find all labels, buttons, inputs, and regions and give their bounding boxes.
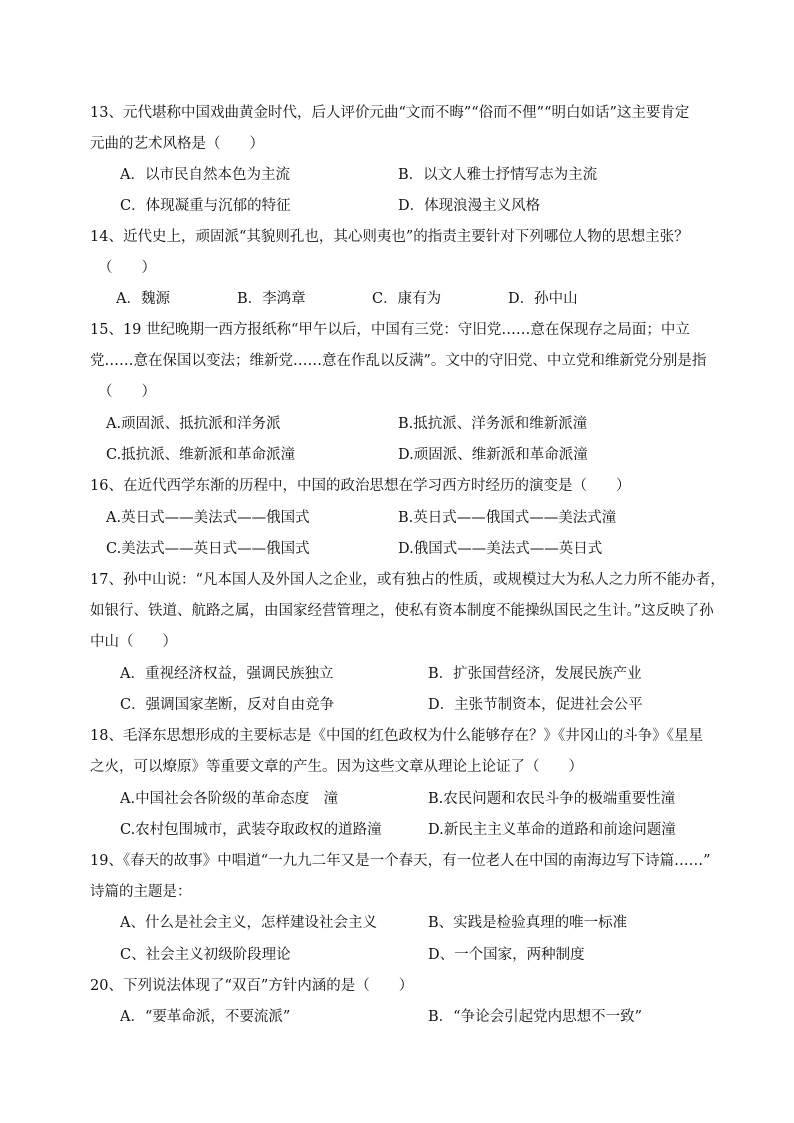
question-15-line-3: （ ） bbox=[98, 384, 156, 400]
question-13-option-b: B．以文人雅士抒情写志为主流 bbox=[398, 167, 598, 183]
question-20-option-b: B．“争论会引起党内思想不一致” bbox=[428, 1009, 642, 1025]
question-20-option-a: A．“要革命派，不要流派” bbox=[120, 1009, 291, 1025]
question-14-option-a: A．魏源 bbox=[116, 291, 170, 307]
question-13-option-d: D．体现浪漫主义风格 bbox=[398, 198, 541, 214]
question-13-line-1: 13、元代堪称中国戏曲黄金时代，后人评价元曲“文而不晦”“俗而不俚”“明白如话”这主要肯定 bbox=[90, 105, 690, 121]
question-16-option-b: B.英日式——俄国式——美法式潼 bbox=[398, 510, 617, 526]
question-18-option-c: C.农村包围城市，武装夺取政权的道路潼 bbox=[120, 822, 382, 838]
question-19-option-a: A、什么是社会主义，怎样建设社会主义 bbox=[120, 915, 377, 931]
question-16-option-c: C.美法式——英日式——俄国式 bbox=[106, 541, 310, 557]
question-14-option-d: D．孙中山 bbox=[508, 291, 578, 307]
question-20-line-1: 20、下列说法体现了“双百”方针内涵的是（ ） bbox=[90, 978, 414, 994]
question-13-option-c: C．体现凝重与沉郁的特征 bbox=[120, 198, 291, 214]
question-18-option-a: A.中国社会各阶级的革命态度 潼 bbox=[120, 791, 339, 807]
question-16-option-a: A.英日式——美法式——俄国式 bbox=[106, 510, 310, 526]
question-15-line-2: 党……意在保国以变法；维新党……意在作乱以反满”。文中的守旧党、中立党和维新党分别是指 bbox=[90, 353, 707, 369]
question-17-line-1: 17、孙中山说：“凡本国人及外国人之企业，或有独占的性质，或规模过大为私人之力所不能办者， bbox=[90, 572, 725, 588]
question-16-line-1: 16、在近代西学东渐的历程中，中国的政治思想在学习西方时经历的演变是（ ） bbox=[90, 478, 631, 494]
question-19-option-c: C、社会主义初级阶段理论 bbox=[120, 947, 291, 963]
question-16-option-d: D.俄国式——美法式——英日式 bbox=[398, 541, 603, 557]
question-15-option-a: A.顽固派、抵抗派和洋务派 bbox=[106, 416, 281, 432]
question-15-line-1: 15、19 世纪晚期一西方报纸称“甲午以后，中国有三党：守旧党……意在保现存之局面；中立 bbox=[90, 322, 690, 338]
question-17-option-d: D．主张节制资本，促进社会公平 bbox=[428, 697, 643, 713]
question-17-option-c: C．强调国家垄断，反对自由竞争 bbox=[120, 697, 335, 713]
question-13-option-a: A．以市民自然本色为主流 bbox=[120, 167, 290, 183]
question-17-option-b: B．扩张国营经济，发展民族产业 bbox=[428, 666, 642, 682]
question-17-line-3: 中山（ ） bbox=[90, 634, 177, 650]
question-14-option-c: C．康有为 bbox=[372, 291, 442, 307]
question-14-line-1: 14、近代史上，顽固派“其貌则孔也，其心则夷也”的指责主要针对下列哪位人物的思想主张？ bbox=[90, 229, 689, 245]
question-14-option-b: B．李鸿章 bbox=[237, 291, 306, 307]
question-19-option-d: D、一个国家，两种制度 bbox=[428, 947, 585, 963]
question-15-option-c: C.抵抗派、维新派和革命派潼 bbox=[106, 447, 296, 463]
question-17-option-a: A．重视经济权益，强调民族独立 bbox=[120, 666, 334, 682]
question-14-line-2: （ ） bbox=[98, 260, 156, 276]
question-19-line-1: 19、《春天的故事》中唱道“一九九二年又是一个春天，有一位老人在中国的南海边写下诗篇……” bbox=[90, 853, 711, 869]
question-18-option-d: D.新民主主义革命的道路和前途问题潼 bbox=[428, 822, 676, 838]
question-18-line-2: 之火，可以燎原》等重要文章的产生。因为这些文章从理论上论证了（ ） bbox=[90, 759, 583, 775]
question-19-line-2: 诗篇的主题是： bbox=[90, 884, 192, 900]
question-15-option-b: B.抵抗派、洋务派和维新派潼 bbox=[398, 416, 588, 432]
question-18-option-b: B.农民问题和农民斗争的极端重要性潼 bbox=[428, 791, 676, 807]
question-13-line-2: 元曲的艺术风格是（ ） bbox=[90, 136, 264, 152]
question-15-option-d: D.顽固派、维新派和革命派潼 bbox=[398, 447, 588, 463]
question-17-line-2: 如银行、铁道、航路之属，由国家经营管理之，使私有资本制度不能操纵国民之生计。”这反映了孙 bbox=[90, 603, 714, 619]
question-19-option-b: B、实践是检验真理的唯一标准 bbox=[428, 915, 628, 931]
question-18-line-1: 18、毛泽东思想形成的主要标志是《中国的红色政权为什么能够存在？》《井冈山的斗争》《星星 bbox=[90, 728, 703, 744]
